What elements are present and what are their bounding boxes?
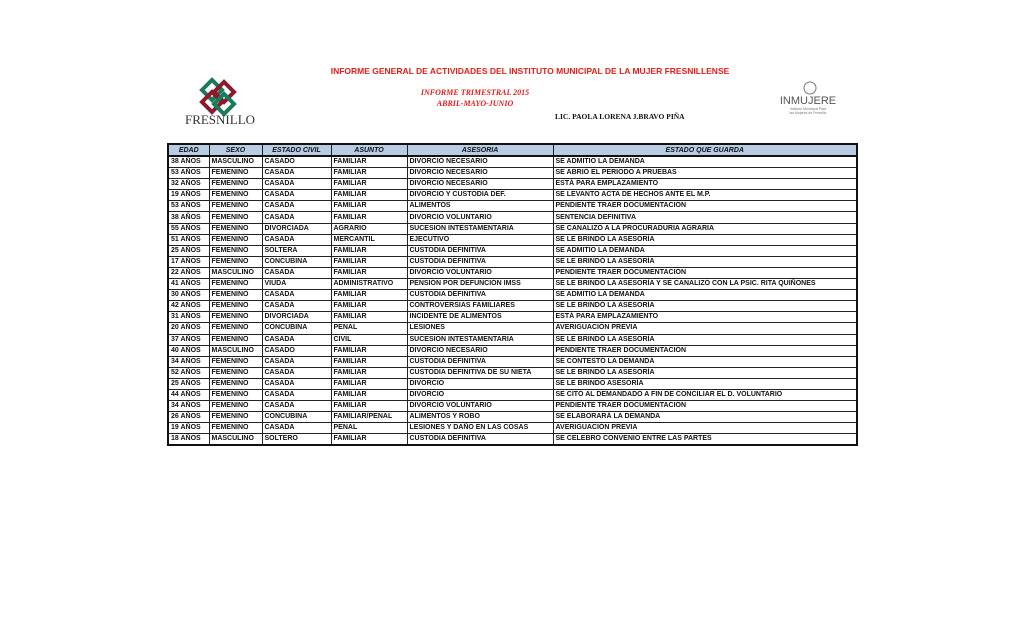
table-row: [168, 356, 857, 367]
table-cell: SE ABRIÓ EL PERIODO A PRUEBAS: [553, 168, 857, 179]
svg-text:Instituto Municipal Para: Instituto Municipal Para: [789, 107, 827, 111]
table-cell: 53 AÑOS: [168, 168, 209, 179]
table-cell: CUSTODIA DEFINITIVA: [407, 356, 553, 367]
svg-text:las Mujeres de Fresnillo: las Mujeres de Fresnillo: [789, 111, 827, 115]
table-cell: CIVIL: [331, 334, 407, 345]
fresnillo-logo: [180, 74, 260, 128]
table-cell: FAMILIAR: [331, 201, 407, 212]
table-row: [168, 412, 857, 423]
table-cell: ALIMENTOS Y ROBO: [407, 412, 553, 423]
table-cell: CONTROVERSIAS FAMILIARES: [407, 301, 553, 312]
table-cell: CASADA: [262, 334, 331, 345]
table-cell: FAMILIAR: [331, 245, 407, 256]
report-period: ABRIL-MAYO-JUNIO: [436, 99, 514, 108]
table-cell: CONCUBINA: [262, 256, 331, 267]
table-row: [168, 423, 857, 434]
table-cell: DIVORCIO VOLUNTARIO: [407, 212, 553, 223]
table-row: [168, 168, 857, 179]
table-cell: CASADA: [262, 401, 331, 412]
table-cell: DIVORCIO NECESARIO: [407, 156, 553, 168]
table-cell: CASADA: [262, 234, 331, 245]
table-cell: PENDIENTE TRAER DOCUMENTACIÓN: [553, 345, 857, 356]
table-cell: CASADO: [262, 345, 331, 356]
table-cell: 32 AÑOS: [168, 179, 209, 190]
table-cell: FEMENINO: [209, 389, 262, 400]
table-cell: FEMENINO: [209, 234, 262, 245]
table-cell: SE LE BRINDO ASESORÍA: [553, 378, 857, 389]
table-cell: FAMILIAR: [331, 179, 407, 190]
table-cell: SE CITÓ AL DEMANDADO A FIN DE CONCILIAR EL D. VOLUNTARIO: [553, 389, 857, 400]
table-cell: ESTÁ PARA EMPLAZAMIENTO: [553, 312, 857, 323]
table-cell: FEMENINO: [209, 312, 262, 323]
table-cell: CASADA: [262, 290, 331, 301]
table-cell: AVERIGUACIÓN PREVIA: [553, 423, 857, 434]
table-cell: FEMENINO: [209, 245, 262, 256]
table-row: [168, 312, 857, 323]
table-cell: FAMILIAR: [331, 356, 407, 367]
table-cell: FEMENINO: [209, 279, 262, 290]
table-cell: 38 AÑOS: [168, 156, 209, 168]
table-cell: CASADA: [262, 423, 331, 434]
table-cell: CONCUBINA: [262, 412, 331, 423]
svg-text:INMUJERE: INMUJERE: [779, 95, 837, 107]
table-cell: 44 AÑOS: [168, 389, 209, 400]
table-cell: CONCUBINA: [262, 323, 331, 334]
report-subtitle: INFORME TRIMESTRAL 2015: [420, 88, 530, 97]
table-cell: FEMENINO: [209, 378, 262, 389]
table-cell: SE LE BRINDÓ LA ASESORÍA Y SE CANALIZÓ CON LA PSIC. RITA QUIÑONES: [553, 279, 857, 290]
table-cell: SE LE BRINDÓ LA ASESORÍA: [553, 334, 857, 345]
table-cell: 41 AÑOS: [168, 279, 209, 290]
table-cell: FAMILIAR: [331, 389, 407, 400]
table-cell: FEMENINO: [209, 212, 262, 223]
table-cell: SE LEVANTO ACTA DE HECHOS ANTE EL M.P.: [553, 190, 857, 201]
table-cell: 26 AÑOS: [168, 412, 209, 423]
table-cell: CASADA: [262, 168, 331, 179]
table-cell: 38 AÑOS: [168, 212, 209, 223]
table-cell: FAMILIAR: [331, 290, 407, 301]
table-row: [168, 212, 857, 223]
table-cell: SE LE BRINDÓ LA ASESORÍA: [553, 234, 857, 245]
table-cell: FEMENINO: [209, 201, 262, 212]
table-row: [168, 345, 857, 356]
table-cell: SOLTERA: [262, 245, 331, 256]
table-row: [168, 401, 857, 412]
column-header: ESTADO CIVIL: [262, 144, 331, 156]
table-cell: FAMILIAR: [331, 434, 407, 446]
table-cell: FEMENINO: [209, 323, 262, 334]
table-row: [168, 301, 857, 312]
table-cell: CASADO: [262, 156, 331, 168]
table-cell: DIVORCIO NECESARIO: [407, 168, 553, 179]
table-cell: CASADA: [262, 201, 331, 212]
table-cell: 25 AÑOS: [168, 378, 209, 389]
table-cell: FEMENINO: [209, 334, 262, 345]
table-cell: MASCULINO: [209, 345, 262, 356]
table-cell: FAMILIAR: [331, 168, 407, 179]
table-cell: CASADA: [262, 212, 331, 223]
table-cell: SE ELABORARÁ LA DEMANDA: [553, 412, 857, 423]
table-cell: DIVORCIO VOLUNTARIO: [407, 401, 553, 412]
table-cell: 31 AÑOS: [168, 312, 209, 323]
table-cell: FAMILIAR: [331, 401, 407, 412]
table-cell: CUSTODIA DEFINITIVA: [407, 290, 553, 301]
table-cell: SE CONTESTÓ LA DEMANDA: [553, 356, 857, 367]
table-cell: FAMILIAR: [331, 156, 407, 168]
table-cell: PENAL: [331, 423, 407, 434]
table-cell: PENAL: [331, 323, 407, 334]
table-cell: AGRARIO: [331, 223, 407, 234]
table-cell: DIVORCIO: [407, 389, 553, 400]
table-cell: 40 AÑOS: [168, 345, 209, 356]
table-row: [168, 179, 857, 190]
table-cell: 37 AÑOS: [168, 334, 209, 345]
table-cell: FAMILIAR: [331, 267, 407, 278]
table-row: [168, 190, 857, 201]
table-cell: 42 AÑOS: [168, 301, 209, 312]
table-cell: DIVORCIO: [407, 378, 553, 389]
table-cell: FAMILIAR: [331, 312, 407, 323]
table-cell: 19 AÑOS: [168, 190, 209, 201]
table-row: [168, 223, 857, 234]
table-cell: LESIONES Y DAÑO EN LAS COSAS: [407, 423, 553, 434]
table-cell: DIVORCIO Y CUSTODIA DEF.: [407, 190, 553, 201]
table-cell: LESIONES: [407, 323, 553, 334]
table-cell: FEMENINO: [209, 423, 262, 434]
table-cell: ESTÁ PARA EMPLAZAMIENTO: [553, 179, 857, 190]
table-cell: 34 AÑOS: [168, 401, 209, 412]
table-cell: FEMENINO: [209, 190, 262, 201]
table-cell: FEMENINO: [209, 367, 262, 378]
table-cell: 20 AÑOS: [168, 323, 209, 334]
column-header: ASUNTO: [331, 144, 407, 156]
report-title: INFORME GENERAL DE ACTIVIDADES DEL INSTITUTO MUNICIPAL DE LA MUJER FRESNILLENSE: [330, 66, 730, 76]
table-cell: DIVORCIO NECESARIO: [407, 345, 553, 356]
table-row: [168, 334, 857, 345]
table-row: [168, 367, 857, 378]
table-cell: FEMENINO: [209, 290, 262, 301]
table-row: [168, 434, 857, 446]
table-cell: FAMILIAR: [331, 345, 407, 356]
column-header: EDAD: [168, 144, 209, 156]
table-row: [168, 256, 857, 267]
table-cell: FAMILIAR: [331, 212, 407, 223]
table-cell: SOLTERO: [262, 434, 331, 446]
table-cell: MERCANTIL: [331, 234, 407, 245]
table-cell: 25 AÑOS: [168, 245, 209, 256]
table-cell: SE LE BRINDÓ LA ASESORÍA: [553, 256, 857, 267]
table-cell: SE LE BRINDÓ LA ASESORÍA: [553, 301, 857, 312]
table-cell: FAMILIAR/PENAL: [331, 412, 407, 423]
table-cell: FAMILIAR: [331, 256, 407, 267]
table-cell: 51 AÑOS: [168, 234, 209, 245]
table-cell: SE ADMITIO LA DEMANDA: [553, 156, 857, 168]
table-cell: CASADA: [262, 301, 331, 312]
table-cell: CASADA: [262, 378, 331, 389]
table-cell: 53 AÑOS: [168, 201, 209, 212]
responsible-name: LIC. PAOLA LORENA J.BRAVO PIÑA: [555, 112, 685, 121]
table-cell: FAMILIAR: [331, 367, 407, 378]
table-cell: CASADA: [262, 356, 331, 367]
table-cell: CUSTODIA DEFINITIVA: [407, 256, 553, 267]
table-cell: CUSTODIA DEFINITIVA: [407, 245, 553, 256]
table-cell: INCIDENTE DE ALIMENTOS: [407, 312, 553, 323]
table-row: [168, 378, 857, 389]
table-cell: FEMENINO: [209, 223, 262, 234]
column-header: SEXO: [209, 144, 262, 156]
table-cell: DIVORCIADA: [262, 312, 331, 323]
svg-text:FRESNILLO: FRESNILLO: [184, 112, 256, 127]
table-cell: MASCULINO: [209, 156, 262, 168]
table-cell: 34 AÑOS: [168, 356, 209, 367]
table-cell: CASADA: [262, 367, 331, 378]
table-cell: FEMENINO: [209, 256, 262, 267]
table-cell: FEMENINO: [209, 168, 262, 179]
table-cell: MASCULINO: [209, 434, 262, 446]
table-row: [168, 389, 857, 400]
table-cell: FEMENINO: [209, 179, 262, 190]
table-cell: 55 AÑOS: [168, 223, 209, 234]
table-row: [168, 156, 857, 168]
table-cell: PENDIENTE TRAER DOCUMENTACIÓN: [553, 267, 857, 278]
table-cell: 30 AÑOS: [168, 290, 209, 301]
inmujere-logo: [772, 80, 852, 120]
table-cell: 18 AÑOS: [168, 434, 209, 446]
table-row: [168, 290, 857, 301]
table-cell: CASADA: [262, 179, 331, 190]
table-cell: DIVORCIO VOLUNTARIO: [407, 267, 553, 278]
table-cell: 17 AÑOS: [168, 256, 209, 267]
table-row: [168, 267, 857, 278]
table-cell: SE ADMITIO LA DEMANDA: [553, 290, 857, 301]
column-header: ASESORIA: [407, 144, 553, 156]
table-cell: SE LE BRINDÓ LA ASESORÍA: [553, 367, 857, 378]
table-cell: PENDIENTE TRAER DOCUMENTACIÓN: [553, 201, 857, 212]
table-cell: CASADA: [262, 389, 331, 400]
table-cell: FAMILIAR: [331, 301, 407, 312]
table-cell: DIVORCIADA: [262, 223, 331, 234]
table-cell: PENDIENTE TRAER DOCUMENTACIÓN: [553, 401, 857, 412]
table-cell: 19 AÑOS: [168, 423, 209, 434]
table-cell: ALIMENTOS: [407, 201, 553, 212]
table-row: [168, 279, 857, 290]
table-cell: CUSTODIA DEFINITIVA: [407, 434, 553, 446]
table-cell: SUCESION INTESTAMENTARIA: [407, 223, 553, 234]
table-cell: EJECUTIVO: [407, 234, 553, 245]
table-cell: CASADA: [262, 267, 331, 278]
table-cell: SE CANALIZÓ A LA PROCURADURIA AGRARIA: [553, 223, 857, 234]
table-row: [168, 234, 857, 245]
table-cell: CUSTODIA DEFINITIVA DE SU NIETA: [407, 367, 553, 378]
activities-table: [167, 143, 858, 446]
table-row: [168, 201, 857, 212]
table-cell: FEMENINO: [209, 301, 262, 312]
table-cell: ADMINISTRATIVO: [331, 279, 407, 290]
table-cell: FEMENINO: [209, 412, 262, 423]
table-cell: FEMENINO: [209, 401, 262, 412]
table-cell: 52 AÑOS: [168, 367, 209, 378]
table-cell: VIUDA: [262, 279, 331, 290]
table-cell: FAMILIAR: [331, 378, 407, 389]
table-cell: CASADA: [262, 190, 331, 201]
table-cell: AVERIGUACIÓN PREVIA: [553, 323, 857, 334]
column-header: ESTADO QUE GUARDA: [553, 144, 857, 156]
table-cell: MASCULINO: [209, 267, 262, 278]
table-cell: 22 AÑOS: [168, 267, 209, 278]
table-cell: SE CELEBRÓ CONVENIO ENTRE LAS PARTES: [553, 434, 857, 446]
table-row: [168, 245, 857, 256]
table-cell: FAMILIAR: [331, 190, 407, 201]
table-row: [168, 323, 857, 334]
table-cell: DIVORCIO NECESARIO: [407, 179, 553, 190]
table-cell: FEMENINO: [209, 356, 262, 367]
table-cell: SUCESION INTESTAMENTARIA: [407, 334, 553, 345]
table-cell: SENTENCIA DEFINITIVA: [553, 212, 857, 223]
table-cell: PENSIÓN POR DEFUNCIÓN IMSS: [407, 279, 553, 290]
table-cell: SE ADMITIO LA DEMANDA: [553, 245, 857, 256]
